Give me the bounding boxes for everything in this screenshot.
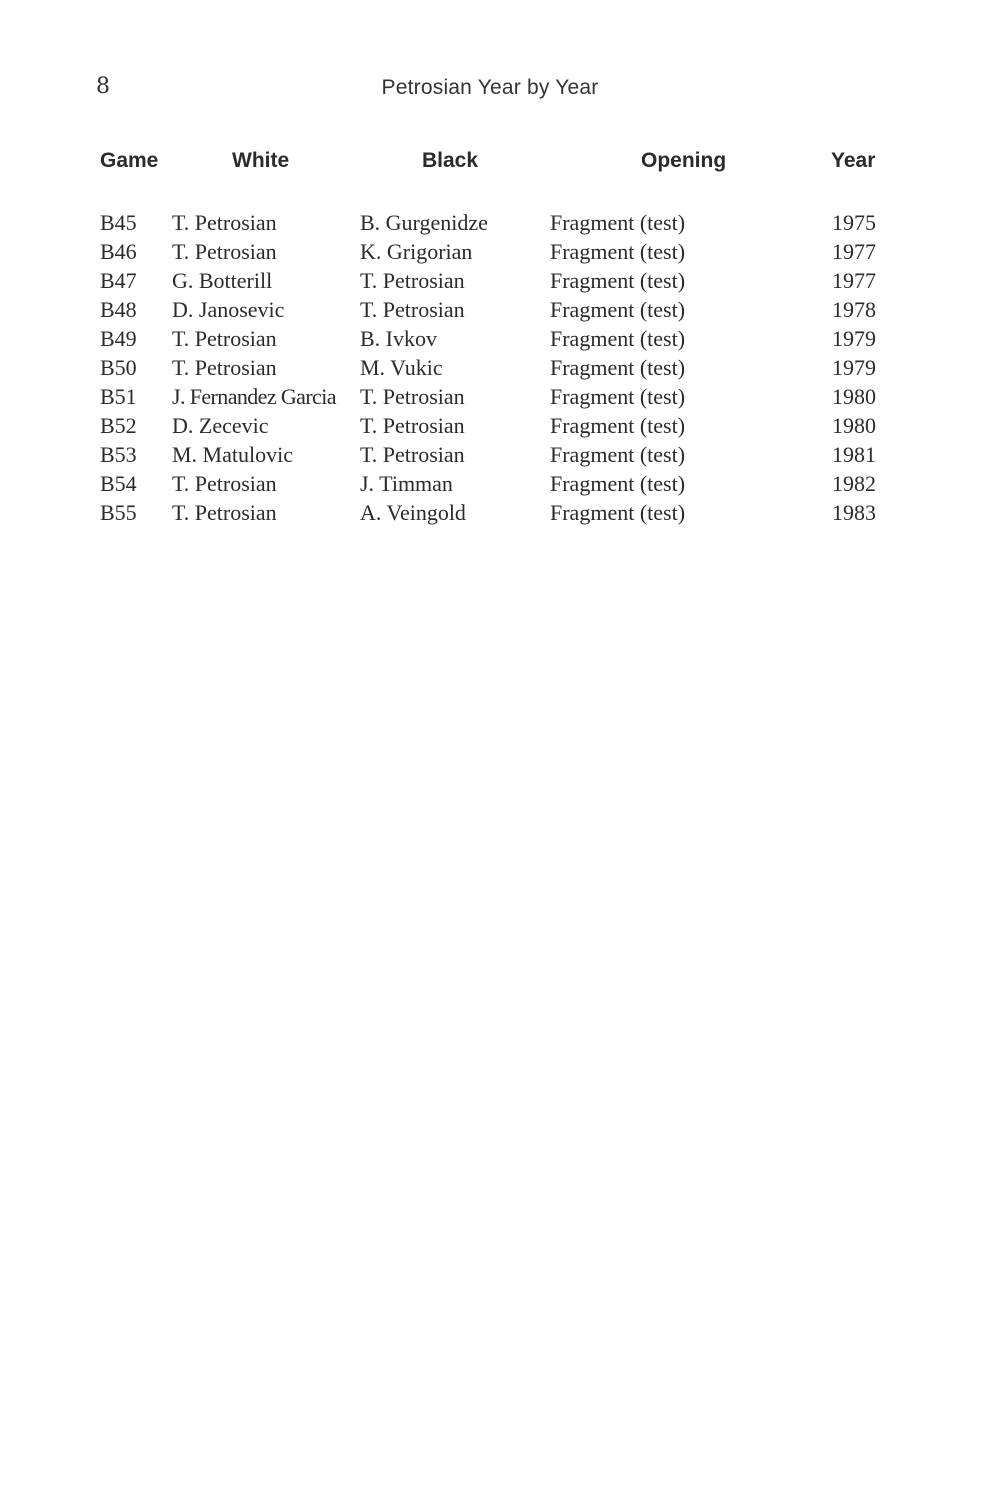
table-row xyxy=(100,266,890,295)
cell-white: J. Fernandez Garcia xyxy=(172,384,336,409)
cell-black: T. Petrosian xyxy=(360,442,465,467)
table-row xyxy=(100,469,890,498)
cell-black: T. Petrosian xyxy=(360,413,465,438)
table-header-row xyxy=(100,146,890,176)
cell-year: 1977 xyxy=(832,268,876,293)
table-row xyxy=(100,237,890,266)
cell-game: B55 xyxy=(100,500,137,525)
table-row xyxy=(100,498,890,527)
table-row xyxy=(100,382,890,411)
cell-opening: Fragment (test) xyxy=(550,355,686,380)
cell-year: 1975 xyxy=(832,210,876,235)
table-row xyxy=(100,440,890,469)
table-row xyxy=(100,324,890,353)
cell-game: B46 xyxy=(100,239,137,264)
cell-game: B51 xyxy=(100,384,137,409)
header-year: Year xyxy=(831,149,876,172)
cell-opening: Fragment (test) xyxy=(550,268,686,293)
games-table xyxy=(100,146,890,527)
cell-white: T. Petrosian xyxy=(172,239,277,264)
cell-black: T. Petrosian xyxy=(360,268,465,293)
cell-white: D. Zecevic xyxy=(172,413,269,438)
cell-black: M. Vukic xyxy=(360,355,443,380)
cell-game: B49 xyxy=(100,326,137,351)
cell-opening: Fragment (test) xyxy=(550,326,686,351)
cell-opening: Fragment (test) xyxy=(550,471,686,496)
cell-year: 1983 xyxy=(832,500,876,525)
header-opening: Opening xyxy=(641,149,727,172)
cell-year: 1980 xyxy=(832,413,876,438)
cell-year: 1978 xyxy=(832,297,876,322)
cell-year: 1980 xyxy=(832,384,876,409)
header-game: Game xyxy=(100,149,159,172)
cell-year: 1981 xyxy=(832,442,876,467)
cell-white: M. Matulovic xyxy=(172,442,293,467)
cell-black: K. Grigorian xyxy=(360,239,473,264)
cell-white: G. Botterill xyxy=(172,268,273,293)
table-row xyxy=(100,353,890,382)
table-row xyxy=(100,295,890,324)
header-white: White xyxy=(232,149,290,172)
table-row xyxy=(100,208,890,237)
cell-opening: Fragment (test) xyxy=(550,210,686,235)
cell-year: 1977 xyxy=(832,239,876,264)
cell-black: A. Veingold xyxy=(360,500,466,525)
cell-game: B50 xyxy=(100,355,137,380)
cell-game: B47 xyxy=(100,268,137,293)
cell-black: T. Petrosian xyxy=(360,384,465,409)
cell-year: 1982 xyxy=(832,471,876,496)
cell-year: 1979 xyxy=(832,326,876,351)
cell-black: B. Gurgenidze xyxy=(360,210,488,235)
cell-opening: Fragment (test) xyxy=(550,500,686,525)
cell-game: B45 xyxy=(100,210,137,235)
cell-white: T. Petrosian xyxy=(172,355,277,380)
cell-opening: Fragment (test) xyxy=(550,384,686,409)
cell-white: D. Janosevic xyxy=(172,297,285,322)
header-black: Black xyxy=(422,149,479,172)
cell-game: B48 xyxy=(100,297,137,322)
cell-game: B52 xyxy=(100,413,137,438)
table-row xyxy=(100,411,890,440)
cell-black: B. Ivkov xyxy=(360,326,437,351)
cell-white: T. Petrosian xyxy=(172,210,277,235)
cell-black: T. Petrosian xyxy=(360,297,465,322)
cell-opening: Fragment (test) xyxy=(550,297,686,322)
cell-black: J. Timman xyxy=(360,471,453,496)
cell-opening: Fragment (test) xyxy=(550,442,686,467)
cell-year: 1979 xyxy=(832,355,876,380)
cell-game: B53 xyxy=(100,442,137,467)
page-number: 8 xyxy=(96,74,110,99)
cell-opening: Fragment (test) xyxy=(550,239,686,264)
cell-white: T. Petrosian xyxy=(172,326,277,351)
cell-white: T. Petrosian xyxy=(172,471,277,496)
cell-white: T. Petrosian xyxy=(172,500,277,525)
running-title: Petrosian Year by Year xyxy=(381,76,599,99)
cell-game: B54 xyxy=(100,471,137,496)
cell-opening: Fragment (test) xyxy=(550,413,686,438)
